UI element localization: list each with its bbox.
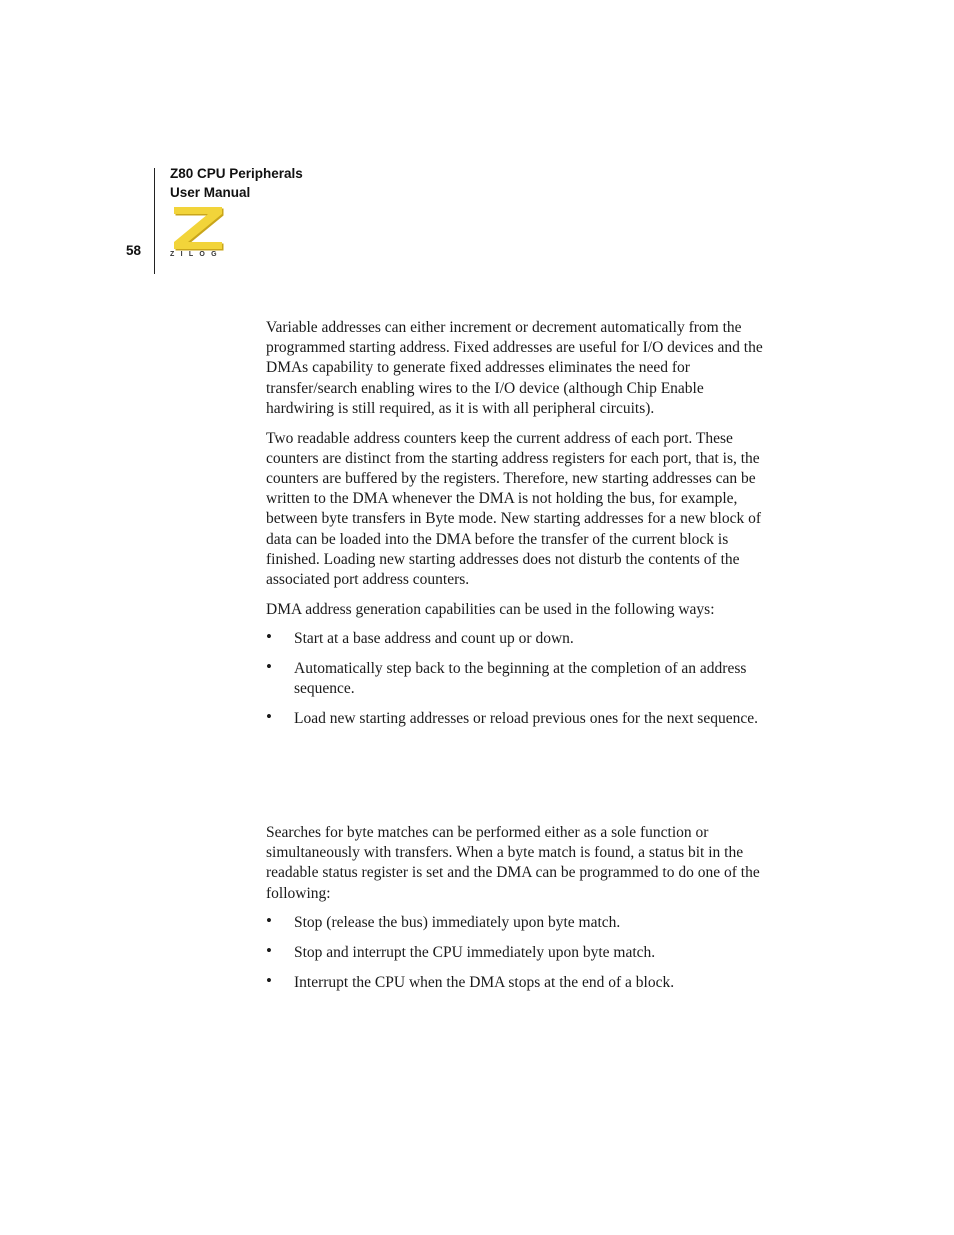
bullet-icon: • <box>266 657 272 677</box>
list-item: • Interrupt the CPU when the DMA stops at the end of a block. <box>266 970 675 991</box>
bullet-icon: • <box>266 627 272 647</box>
paragraph: DMA address generation capabilities can be used in the following ways: <box>266 600 715 618</box>
manual-title: Z80 CPU Peripherals <box>170 166 303 181</box>
bullet-icon: • <box>266 941 272 961</box>
list-item: • Stop and interrupt the CPU immediately upon byte match. <box>266 941 656 962</box>
section-byte-matching <box>266 823 772 1002</box>
list-item: • Stop (release the bus) immediately upon byte match. <box>266 911 621 932</box>
zilog-logo <box>170 205 226 263</box>
paragraph: Two readable address counters keep the current address of each port. These counters are distinct from the starting address registers for each port, that is, the counters are buffered by the registers. Therefore, new starting addresses can be written to the DMA whenever the DMA is not holding the bus, for example, between byte transfers in Byte mode. New starting addresses for a new block of data can be loaded into the DMA before the transfer of the current block is finished. Loading new starting addresses does not disturb the contents of the associated port address counters. <box>266 429 761 588</box>
bullet-list <box>266 629 772 729</box>
list-item: • Load new starting addresses or reload previous ones for the next sequence. <box>266 706 758 727</box>
section-address-generation <box>266 318 772 739</box>
bullet-icon: • <box>266 911 272 931</box>
manual-subtitle: User Manual <box>170 185 251 200</box>
bullet-list <box>266 913 772 993</box>
header-divider <box>154 168 155 274</box>
running-header <box>170 164 303 202</box>
page-number: 58 <box>126 243 142 258</box>
bullet-icon: • <box>266 706 272 726</box>
paragraph: Variable addresses can either increment or decrement automatically from the programmed starting address. Fixed addresses are useful for I/O devices and the DMAs capability to generate fixed addresses eliminates the need for transfer/search enabling wires to the I/O device (although Chip Enable hardwiring is still required, as it is with all peripheral circuits). <box>266 319 763 417</box>
paragraph: Searches for byte matches can be performed either as a sole function or simultaneously with transfers. When a byte match is found, a status bit in the readable status register is set and the DMA can be programmed to do one of the following: <box>266 824 760 902</box>
zilog-wordmark: ZILOG <box>170 251 223 258</box>
zilog-z-icon <box>172 205 224 251</box>
list-item: • Start at a base address and count up or down. <box>266 627 574 648</box>
list-item: • Automatically step back to the beginning at the completion of an address sequence. <box>266 657 747 698</box>
bullet-icon: • <box>266 970 272 990</box>
